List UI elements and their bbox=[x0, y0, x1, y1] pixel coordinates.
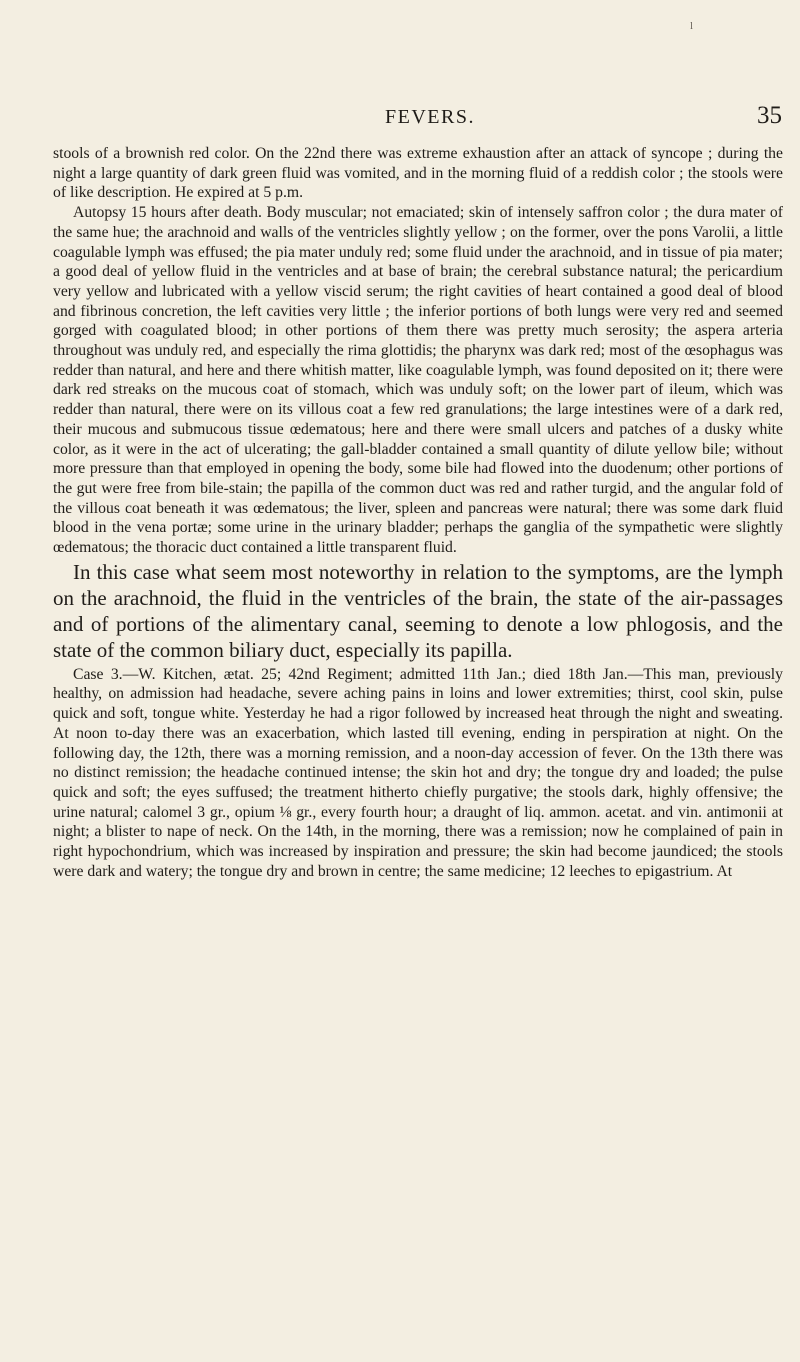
paragraph-continuation: stools of a brownish red color. On the 22nd there was extreme exhaustion after an attack of syncope ; during the night a large quantity of dark green fluid was vomited, and in the morning fluid of a reddish color ; the stools were of like description. He expired at 5 p.m. bbox=[53, 145, 783, 202]
page-number: 35 bbox=[757, 102, 782, 129]
paragraph-autopsy: Autopsy 15 hours after death. Body muscular; not emaciated; skin of intensely saffron color ; the dura mater of the same hue; the arachnoid and walls of the ventricles slightly yellow ; on the former, over the pons Varolii, a little coagulable lymph was effused; the pia mater unduly red; some fluid under the arachnoid, and in tissue of pia mater; a good deal of yellow fluid in the ventricles and at base of brain; the cerebral substance natural; the pericardium very yellow and lubricated with a yellow viscid serum; the right cavities of heart contained a good deal of blood and fibrinous concretion, the left cavities very little ; the inferior portions of both lungs were very red and seemed gorged with coagulated blood; in other portions of them there was pretty much serosity; the aspera arteria throughout was unduly red, and especially the rima glottidis; the pharynx was dark red; most of the œsophagus was redder than natural, and here and there whitish matter, like coagulable lymph, was found deposited on it; there were dark red streaks on the mucous coat of stomach, which was unduly soft; on the lower part of ileum, which was redder than natural, there were on its villous coat a few red granulations; the large intestines were of a dark red, their mucous and submucous tissue œdematous; here and there were small ulcers and patches of a dusky white color, as it were in the act of ulcerating; the gall-bladder contained a small quantity of dilute yellow bile; without more pressure than that employed in opening the body, some bile had flowed into the duodenum; other portions of the gut were free from bile-stain; the papilla of the common duct was red and rather turgid, and the angular fold of the villous coat beneath it was œdematous; the liver, spleen and pancreas were natural; there was some dark fluid blood in the vena portæ; some urine in the urinary bladder; perhaps the ganglia of the sympathetic were slightly œdematous; the thoracic duct contained a little transparent fluid. bbox=[53, 204, 783, 557]
paragraph-noteworthy-summary: In this case what seem most noteworthy in relation to the symptoms, are the lymph on the arachnoid, the fluid in the ventricles of the brain, the state of the air-passages and of portions of the alimentary canal, seeming to denote a low phlogosis, and the state of the common biliary duct, especially its papilla. bbox=[53, 559, 783, 662]
page-mark: l bbox=[690, 20, 694, 32]
body-text bbox=[53, 144, 783, 882]
paragraph-case-3: Case 3.—W. Kitchen, ætat. 25; 42nd Regiment; admitted 11th Jan.; died 18th Jan.—This man, previously healthy, on admission had headache, severe aching pains in loins and lower extremities; thirst, cool skin, pulse quick and soft, tongue white. Yesterday he had a rigor followed by increased heat through the night and sweating. At noon to-day there was an exacerbation, which lasted till evening, ending in perspiration at night. On the following day, the 12th, there was a morning remission, and a noon-day accession of fever. On the 13th there was no distinct remission; the headache continued intense; the skin hot and dry; the tongue dry and loaded; the pulse quick and soft; the eyes suffused; the treatment hitherto chiefly purgative; the stools dark, highly offensive; the urine natural; calomel 3 gr., opium ⅛ gr., every fourth hour; a draught of liq. ammon. acetat. and vin. antimonii at night; a blister to nape of neck. On the 14th, in the morning, there was a remission; now he complained of pain in right hypochondrium, which was increased by inspiration and pressure; the skin had become jaundiced; the stools were dark and watery; the tongue dry and brown in centre; the same medicine; 12 leeches to epigastrium. At bbox=[53, 665, 783, 880]
page-header bbox=[52, 102, 782, 132]
running-head: FEVERS. bbox=[385, 106, 475, 128]
